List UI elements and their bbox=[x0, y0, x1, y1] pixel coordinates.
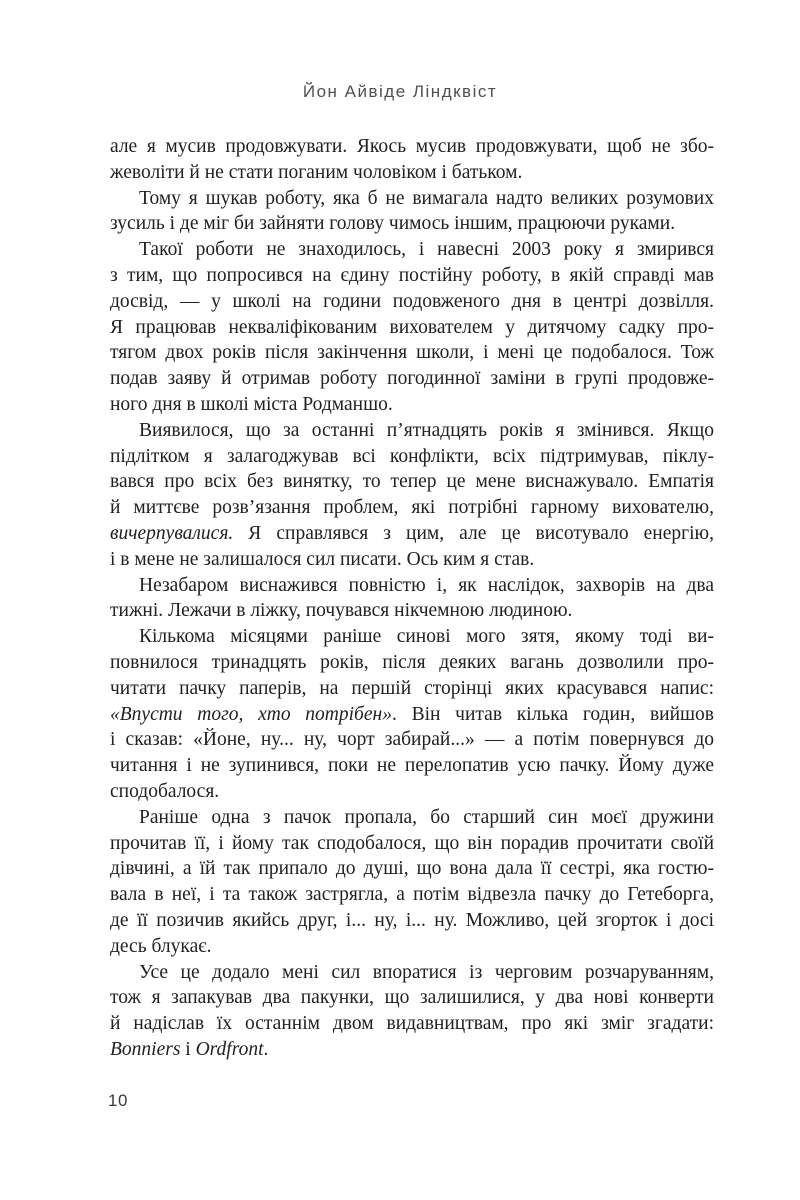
text-line bbox=[110, 676, 714, 702]
text-line bbox=[110, 985, 714, 1011]
text-line bbox=[110, 263, 714, 289]
text-segment: читати пачку паперів, на першій сторінці яких красувався напис: bbox=[110, 677, 714, 699]
text-line bbox=[110, 444, 714, 470]
text-segment: де її позичив якийсь друг, і... ну, і... ну. Можливо, цей згорток і досі bbox=[110, 909, 714, 931]
text-line bbox=[110, 186, 714, 212]
text-line bbox=[110, 598, 714, 624]
italic-text-segment: вичерпувалися. bbox=[110, 522, 234, 544]
text-line bbox=[110, 315, 714, 341]
text-segment: Я справлявся з цим, але це висотувало енергію, bbox=[233, 522, 714, 544]
text-line bbox=[110, 702, 714, 728]
text-line bbox=[110, 805, 714, 831]
text-segment: . bbox=[263, 1038, 269, 1060]
text-segment: Я працював некваліфікованим вихователем у дитячому садку про- bbox=[110, 316, 714, 338]
text-segment: прочитав її, і йому так сподобалося, що він порадив прочитати своїй bbox=[110, 832, 714, 854]
text-segment: і в мене не залишалося сил писати. Ось ким я став. bbox=[110, 548, 535, 570]
text-line bbox=[110, 340, 714, 366]
text-line bbox=[110, 882, 714, 908]
text-segment: підлітком я залагоджував всі конфлікти, всіх підтримував, піклу- bbox=[110, 445, 714, 467]
text-line bbox=[110, 237, 714, 263]
text-segment: ного дня в школі міста Родманшо. bbox=[110, 393, 393, 415]
text-segment: Тому я шукав роботу, яка б не вимагала надто великих розумових bbox=[139, 187, 714, 209]
text-segment: зусиль і де міг би зайняти голову чимось іншим, працюючи руками. bbox=[110, 213, 676, 235]
text-segment: тож я запакував два пакунки, що залишилися, у два нові конверти bbox=[110, 987, 714, 1009]
text-segment: й миттєве розв’язання проблем, які потрібні гарному вихователю, bbox=[110, 497, 714, 519]
text-segment: і bbox=[180, 1038, 196, 1060]
text-segment: жеволіти й не стати поганим чоловіком і батьком. bbox=[110, 161, 523, 183]
text-segment: вала в неї, і та також застрягла, а потім відвезла пачку до Гетеборга, bbox=[110, 884, 714, 906]
text-line bbox=[110, 831, 714, 857]
text-line bbox=[110, 960, 714, 986]
text-line bbox=[110, 160, 714, 186]
italic-text-segment: Bonniers bbox=[110, 1038, 181, 1060]
text-segment: читання і не зупинився, поки не перелопатив усю пачку. Йому дуже bbox=[110, 755, 714, 777]
text-segment: десь блукає. bbox=[110, 935, 212, 957]
text-segment: з тим, що попросився на єдину постійну роботу, в якій справді мав bbox=[110, 264, 714, 286]
page-body bbox=[110, 134, 714, 1063]
text-segment: сподобалося. bbox=[110, 780, 220, 802]
text-segment: й надіслав їх останнім двом видавництвам, про які зміг згадати: bbox=[110, 1013, 714, 1035]
text-line bbox=[110, 753, 714, 779]
text-segment: але я мусив продовжувати. Якось мусив продовжувати, щоб не збо- bbox=[110, 136, 714, 157]
text-line bbox=[110, 211, 714, 237]
text-segment: . Він читав кілька годин, вийшов bbox=[391, 703, 714, 725]
text-segment: тижні. Лежачи в ліжку, почувався нікчемною людиною. bbox=[110, 600, 573, 622]
text-segment: повнилося тринадцять років, після деяких вагань дозволили про- bbox=[110, 651, 714, 673]
text-line bbox=[110, 908, 714, 934]
text-segment: і сказав: «Йоне, ну... ну, чорт забирай...» — а потім повернувся до bbox=[110, 729, 714, 751]
text-segment: Такої роботи не знаходилось, і навесні 2003 року я змирився bbox=[139, 239, 714, 261]
text-line bbox=[110, 624, 714, 650]
text-line bbox=[110, 1037, 714, 1063]
text-segment: Раніше одна з пачок пропала, бо старший син моєї дружини bbox=[139, 806, 714, 828]
text-segment: досвід, — у школі на години подовженого дня в центрі дозвілля. bbox=[110, 290, 714, 312]
text-segment: подав заяву й отримав роботу погодинної заміни в групі продовже- bbox=[110, 368, 714, 390]
italic-text-segment: Ordfront bbox=[195, 1038, 264, 1060]
text-line bbox=[110, 134, 714, 160]
text-segment: Незабаром виснажився повністю і, як наслідок, захворів на два bbox=[139, 574, 714, 596]
text-line bbox=[110, 495, 714, 521]
text-line bbox=[110, 727, 714, 753]
italic-text-segment: «Впусти того, хто потрібен» bbox=[110, 703, 392, 725]
text-line bbox=[110, 289, 714, 315]
text-line bbox=[110, 1011, 714, 1037]
text-segment: тягом двох років після закінчення школи, і мені це подобалося. Тож bbox=[110, 342, 714, 364]
text-segment: дівчині, а їй так припало до душі, що вона дала її сестрі, яка гостю- bbox=[110, 858, 714, 880]
text-line bbox=[110, 934, 714, 960]
text-line bbox=[110, 856, 714, 882]
text-line bbox=[110, 521, 714, 547]
text-segment: вався про всіх без винятку, то тепер це мене виснажувало. Емпатія bbox=[110, 471, 714, 493]
text-line bbox=[110, 650, 714, 676]
text-line bbox=[110, 779, 714, 805]
text-segment: Кількома місяцями раніше синові мого зятя, якому тоді ви- bbox=[139, 626, 714, 648]
text-line bbox=[110, 366, 714, 392]
running-header-author: Йон Айвіде Ліндквіст bbox=[302, 82, 498, 101]
text-line bbox=[110, 469, 714, 495]
page-number: 10 bbox=[108, 1091, 128, 1110]
text-segment: Виявилося, що за останні п’ятнадцять років я змінився. Якщо bbox=[139, 419, 714, 441]
text-line bbox=[110, 547, 714, 573]
text-line bbox=[110, 573, 714, 599]
text-line bbox=[110, 418, 714, 444]
text-segment: Усе це додало мені сил впоратися із черговим розчаруванням, bbox=[139, 961, 714, 983]
text-line bbox=[110, 392, 714, 418]
